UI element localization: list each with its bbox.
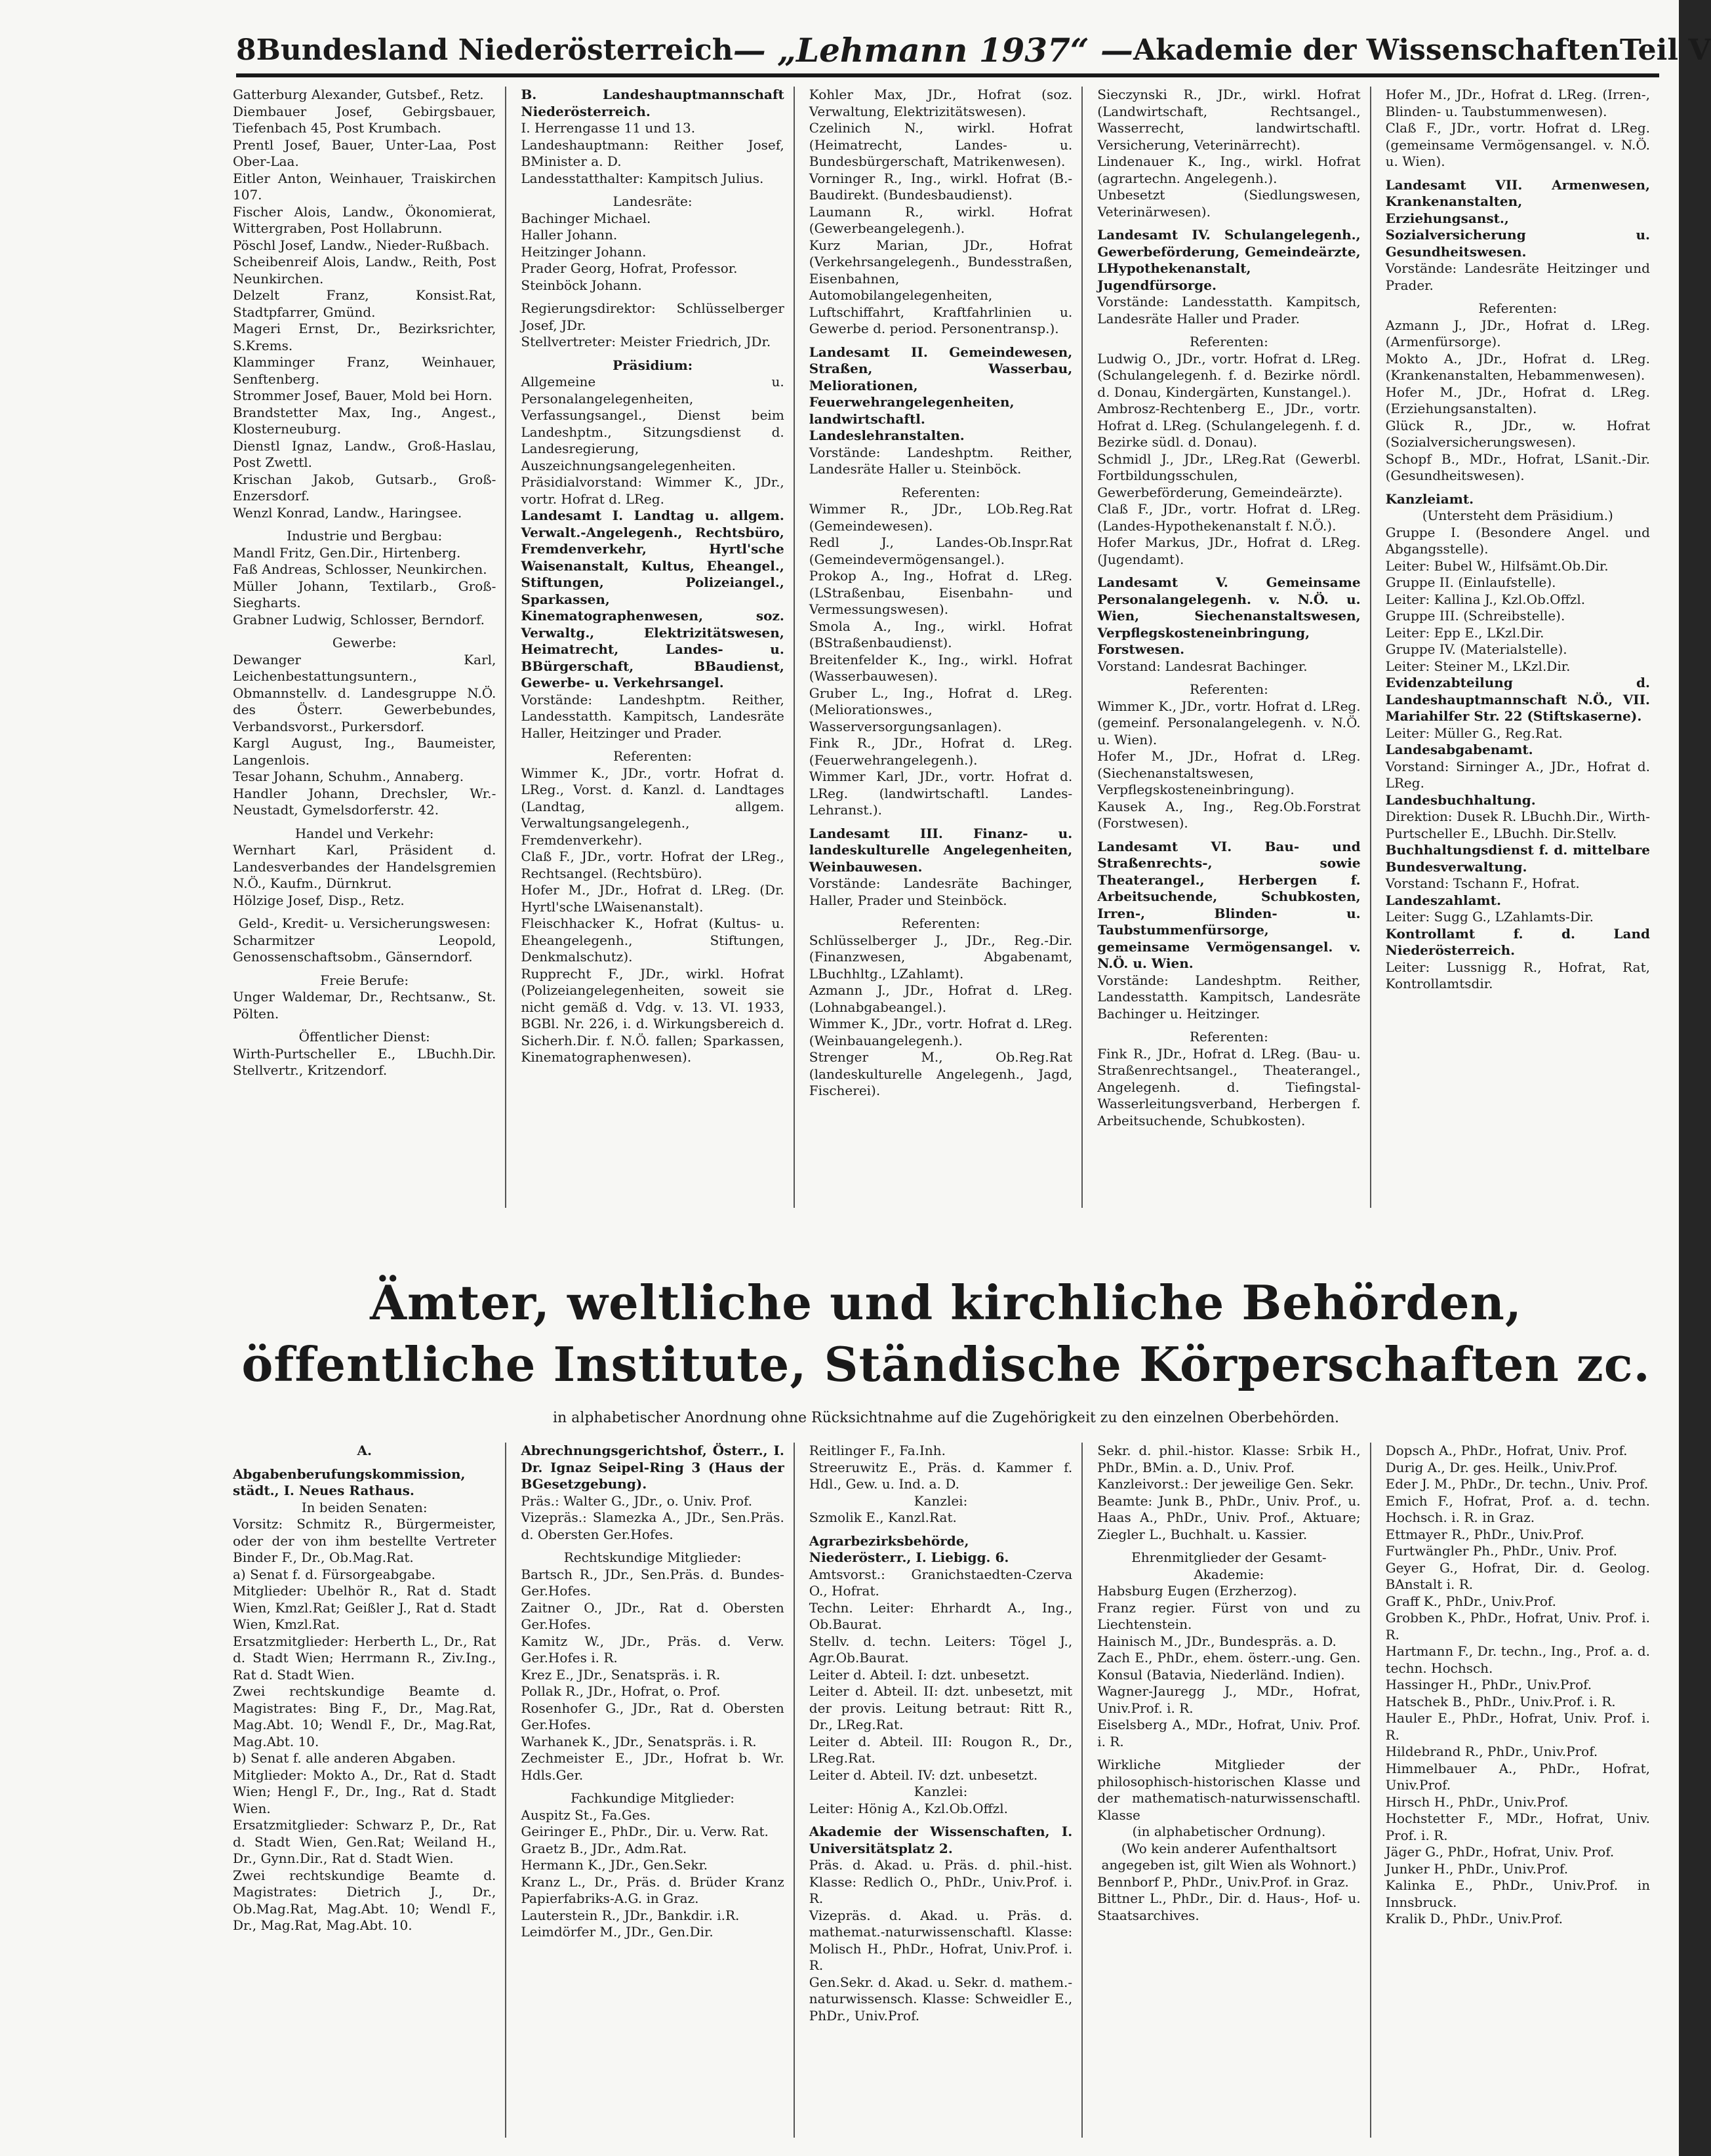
entry-line: Hofer M., JDr., Hofrat d. LReg. (Erziehungsanstalten). — [1385, 384, 1650, 416]
entry-line: Ettmayer R., PhDr., Univ.Prof. — [1385, 1526, 1584, 1542]
page-number: 8 — [236, 33, 256, 67]
entry-line: Referenten: — [1189, 334, 1268, 349]
spacer — [233, 966, 496, 972]
spacer — [1097, 675, 1360, 681]
entry-line: Ersatzmitglieder: Herberth L., Dr., Rat d. Stadt Wien; Herrmann R., Ziv.Ing., Rat d. Stadt Wien. — [233, 1633, 496, 1683]
entry-line: Leiter d. Abteil. III: Rougon R., Dr., LReg.Rat. — [809, 1733, 1073, 1766]
entry-line: Kanzleivorst.: Der jeweilige Gen. Sekr. — [1097, 1476, 1354, 1492]
entry-line: Mokto A., JDr., Hofrat d. LReg. (Krankenanstalten, Hebammenwesen). — [1385, 350, 1650, 383]
entry-line: Faß Andreas, Schlosser, Neunkirchen. — [233, 561, 487, 577]
entry-line: Vorstände: Landeshptm. Reither, Landesräte Haller u. Steinböck. — [809, 444, 1073, 477]
entry-line: Gruppe II. (Einlaufstelle). — [1385, 574, 1556, 590]
entry-line: Referenten: — [901, 484, 980, 500]
entry-line: Amtsvorst.: Granichstaedten-Czerva O., Hofrat. — [809, 1566, 1073, 1599]
entry-line: Fink R., JDr., Hofrat d. LReg. (Bau- u. Straßenrechtsangel., Theaterangel., Angelegenh. d. Tiefingstal-Wasserleitungsverband, Herbergen f. Arbeitsuchende, Schubkosten). — [1097, 1045, 1361, 1128]
entry-line: Bartsch R., JDr., Sen.Präs. d. Bundes-Ger.Hofes. — [521, 1566, 784, 1599]
entry-line: Graetz B., JDr., Adm.Rat. — [521, 1840, 687, 1856]
entry-line: Hauler E., PhDr., Hofrat, Univ. Prof. i. R. — [1385, 1710, 1650, 1743]
entry-line: Gruppe IV. (Materialstelle). — [1385, 641, 1567, 657]
entry-line: Präsidialvorstand: Wimmer K., JDr., vortr. Hofrat d. LReg. — [521, 474, 784, 507]
entry-line: Landeszahlamt. — [1385, 892, 1501, 908]
entry-line: Landesamt VI. Bau- und Straßenrechts-, sowie Theaterangel., Herbergen f. Arbeitsuchende, Schubkosten, Irren-, Blinden- u. Taubstummenfürsorge, gemeinsame Vermögensangel. v. N.Ö. u. Wien. — [1097, 838, 1361, 971]
entry-line: Klamminger Franz, Weinhauer, Senftenberg. — [233, 354, 496, 387]
entry-line: A. — [357, 1443, 372, 1458]
entry-line: Referenten: — [901, 915, 980, 931]
entry-line: (in alphabetischer Ordnung). — [1132, 1824, 1326, 1839]
header-section: Akademie der Wissenschaften — [1133, 33, 1620, 67]
entry-line: Landesamt VII. Armenwesen, Krankenanstalten, Erziehungsanst., Sozialversicherung u. Gesundheitswesen. — [1385, 176, 1650, 260]
entry-line: Kamitz W., JDr., Präs. d. Verw. Ger.Hofes i. R. — [521, 1633, 784, 1666]
entry-line: Sieczynski R., JDr., wirkl. Hofrat (Landwirtschaft, Rechtsangel., Wasserrecht, landwirtschaftl. Versicherung, Veterinärrecht). — [1097, 87, 1361, 153]
entry-line: Buchhaltungsdienst f. d. mittelbare Bundesverwaltung. — [1385, 842, 1650, 875]
entry-line: Szmolik E., Kanzl.Rat. — [809, 1509, 957, 1525]
entry-line: Hofer M., JDr., Hofrat d. LReg. (Siechenanstaltswesen, Verpflegskosteneinbringung). — [1097, 748, 1361, 797]
entry-line: Stellv. d. techn. Leiters: Tögel J., Agr.Ob.Baurat. — [809, 1633, 1073, 1666]
entry-line: Stellvertreter: Meister Friedrich, JDr. — [521, 334, 771, 349]
entry-line: Junker H., PhDr., Univ.Prof. — [1385, 1860, 1569, 1877]
entry-line: B. Landeshauptmannschaft Niederösterreich. — [521, 87, 784, 119]
entry-line: Hatschek B., PhDr., Univ.Prof. i. R. — [1385, 1693, 1616, 1709]
entry-line: Präs.: Walter G., JDr., o. Univ. Prof. — [521, 1492, 753, 1509]
entry-line: Zaitner O., JDr., Rat d. Obersten Ger.Hofes. — [521, 1599, 784, 1632]
entry-line: Graff K., PhDr., Univ.Prof. — [1385, 1593, 1556, 1609]
entry-line: Ehrenmitglieder der Gesamt-Akademie: — [1131, 1549, 1327, 1582]
upper-columns — [233, 87, 1659, 1208]
entry-line: Referenten: — [1478, 300, 1558, 316]
entry-line: Landesabgabenamt. — [1385, 742, 1533, 757]
entry-line: Rupprecht F., JDr., wirkl. Hofrat (Polizeiangelegenheiten, soweit sie nicht gemäß d. Vdg. v. 13. VI. 1933, BGBl. Nr. 226, i. d. Wirkungsbereich d. Sicherh.Dir. f. N.Ö. fallen; Sparkassen, Kinematographenwesen). — [521, 965, 784, 1065]
spacer — [1097, 327, 1360, 334]
entry-line: Schopf B., MDr., Hofrat, LSanit.-Dir. (Gesundheitswesen). — [1385, 450, 1650, 483]
entry-line: Geiringer E., PhDr., Dir. u. Verw. Rat. — [521, 1824, 769, 1839]
entry-line: Mitglieder: Mokto A., Dr., Rat d. Stadt Wien; Hengl F., Dr., Ing., Rat d. Stadt Wien. — [233, 1767, 496, 1816]
spacer — [1097, 1750, 1360, 1757]
entry-line: Gatterburg Alexander, Gutsbef., Retz. — [233, 87, 484, 102]
entry-line: b) Senat f. alle anderen Abgaben. — [233, 1750, 456, 1766]
spacer — [809, 478, 1072, 485]
entry-line: Landesstatthalter: Kampitsch Julius. — [521, 170, 764, 186]
entry-line: Wimmer K., JDr., vortr. Hofrat d. LReg. (Weinbauangelegenh.). — [809, 1016, 1073, 1048]
entry-line: Handler Johann, Drechsler, Wr.-Neustadt, Gymelsdorferstr. 42. — [233, 785, 496, 818]
entry-line: Strommer Josef, Bauer, Mold bei Horn. — [233, 388, 493, 403]
entry-line: Schmidl J., JDr., LReg.Rat (Gewerbl. Fortbildungsschulen, Gewerbeförderung, Gemeindeärzte). — [1097, 450, 1361, 500]
entry-line: Handel und Verkehr: — [294, 825, 434, 841]
entry-line: Fink R., JDr., Hofrat d. LReg. (Feuerwehrangelegenh.). — [809, 735, 1073, 768]
entry-line: Akademie der Wissenschaften, I. Universitätsplatz 2. — [809, 1824, 1073, 1856]
entry-line: Zechmeister E., JDr., Hofrat b. Wr. Hdls.Ger. — [521, 1750, 784, 1783]
entry-line: Kontrollamt f. d. Land Niederösterreich. — [1385, 925, 1650, 958]
entry-line: Abrechnungsgerichtshof, Österr., I. Dr. Ignaz Seipel-Ring 3 (Haus der BGesetzgebung). — [521, 1443, 784, 1492]
entry-line: Leiter: Hönig A., Kzl.Ob.Offzl. — [809, 1800, 1008, 1816]
lower-columns — [233, 1443, 1659, 2138]
entry-line: Himmelbauer A., PhDr., Hofrat, Univ.Prof. — [1385, 1760, 1650, 1793]
entry-line: Haller Johann. — [521, 227, 618, 243]
entry-line: (Untersteht dem Präsidium.) — [1422, 508, 1613, 523]
entry-line: I. Herrengasse 11 und 13. — [521, 120, 696, 136]
section-subtitle: in alphabetischer Anordnung ohne Rücksichtnahme auf die Zugehörigkeit zu den einzelnen Oberbehörden. — [552, 1410, 1340, 1426]
entry-line: Bennborf P., PhDr., Univ.Prof. in Graz. — [1097, 1873, 1349, 1890]
entry-line: Dewanger Karl, Leichenbestattungsuntern., Obmannstellv. d. Landesgruppe N.Ö. des Österr. Gewerbebundes, Verbandsvorst., Purkersdorf. — [233, 651, 496, 734]
entry-line: Heitzinger Johann. — [521, 243, 647, 260]
entry-line: Scheibenreif Alois, Landw., Reith, Post Neunkirchen. — [233, 254, 496, 287]
entry-line: Leiter: Müller G., Reg.Rat. — [1385, 725, 1563, 741]
entry-line: Wagner-Jauregg J., MDr., Hofrat, Univ.Prof. i. R. — [1097, 1683, 1361, 1716]
entry-line: Krez E., JDr., Senatspräs. i. R. — [521, 1666, 721, 1683]
entry-line: Wirth-Purtscheller E., LBuchh.Dir. Stellvertr., Kritzendorf. — [233, 1045, 496, 1078]
entry-line: Fischer Alois, Landw., Ökonomierat, Wittergraben, Post Hollabrunn. — [233, 203, 496, 236]
spacer — [809, 1527, 1072, 1533]
entry-line: Vorstände: Landeshptm. Reither, Landesstatth. Kampitsch, Landesräte Bachinger u. Heitzinger. — [1097, 972, 1361, 1022]
upper-column — [1097, 87, 1371, 1208]
spacer — [809, 819, 1072, 826]
entry-line: Strenger M., Ob.Reg.Rat (landeskulturelle Angelegenh., Jagd, Fischerei). — [809, 1049, 1073, 1098]
spacer — [1386, 294, 1650, 300]
spacer — [1097, 220, 1360, 227]
entry-line: Landesamt IV. Schulangelegenh., Gewerbeförderung, Gemeindeärzte, LHypothekenanstalt, Jugendfürsorge. — [1097, 227, 1361, 293]
entry-line: Wimmer Karl, JDr., vortr. Hofrat d. LReg. (landwirtschaftl. Landes-Lehranst.). — [809, 769, 1073, 818]
entry-line: Gruppe III. (Schreibstelle). — [1385, 608, 1565, 624]
entry-line: Hildebrand R., PhDr., Univ.Prof. — [1385, 1744, 1598, 1759]
header-part: Teil V — [1619, 33, 1711, 67]
entry-line: Hochstetter F., MDr., Hofrat, Univ. Prof. i. R. — [1385, 1810, 1650, 1843]
entry-line: Agrarbezirksbehörde, Niederösterr., I. Liebigg. 6. — [809, 1532, 1009, 1565]
entry-line: Wirkliche Mitglieder der philosophisch-historischen Klasse und der mathematisch-naturwissenschaftl. Klasse — [1097, 1757, 1361, 1823]
entry-line: Vorstände: Landesräte Heitzinger und Prader. — [1385, 260, 1650, 293]
lower-column — [521, 1443, 794, 2138]
entry-line: Hermann K., JDr., Gen.Sekr. — [521, 1857, 708, 1873]
entry-line: Leiter: Bubel W., Hilfsämt.Ob.Dir. — [1385, 557, 1609, 574]
entry-line: Leiter: Steiner M., LKzl.Dir. — [1385, 658, 1571, 674]
entry-line: Scharmitzer Leopold, Genossenschaftsobm., Gänserndorf. — [233, 932, 496, 965]
entry-line: Prentl Josef, Bauer, Unter-Laa, Post Ober-Laa. — [233, 136, 496, 169]
entry-line: Vorstände: Landesräte Bachinger, Haller, Prader und Steinböck. — [809, 875, 1073, 908]
entry-line: Wimmer K., JDr., vortr. Hofrat d. LReg. (gemeinf. Personalangelegenh. v. N.Ö. u. Wien). — [1097, 698, 1361, 748]
entry-line: In beiden Senaten: — [301, 1499, 428, 1515]
entry-line: Warhanek K., JDr., Senatspräs. i. R. — [521, 1733, 757, 1749]
spacer — [809, 338, 1072, 344]
entry-line: Smola A., Ing., wirkl. Hofrat (BStraßenbaudienst). — [809, 618, 1073, 650]
entry-line: Geld-, Kredit- u. Versicherungswesen: — [238, 915, 491, 931]
entry-line: Öffentlicher Dienst: — [298, 1029, 430, 1045]
entry-line: Kanzlei: — [914, 1784, 968, 1799]
entry-line: Claß F., JDr., vortr. Hofrat der LReg., Rechtsangel. (Rechtsbüro). — [521, 848, 784, 881]
entry-line: Streeruwitz E., Präs. d. Kammer f. Hdl., Gew. u. Ind. a. D. — [809, 1459, 1073, 1492]
header-region: Bundesland Niederösterreich — [256, 33, 733, 67]
entry-line: Kranz L., Dr., Präs. d. Brüder Kranz Papierfabriks-A.G. in Graz. — [521, 1873, 784, 1906]
spacer — [233, 909, 496, 915]
entry-line: Hartmann F., Dr. techn., Ing., Prof. a. d. techn. Hochsch. — [1385, 1643, 1650, 1676]
entry-line: Industrie und Bergbau: — [287, 528, 443, 544]
entry-line: Kalinka E., PhDr., Univ.Prof. in Innsbruck. — [1385, 1877, 1650, 1910]
spacer — [521, 187, 784, 193]
entry-line: Allgemeine u. Personalangelegenheiten, Verfassungsangel., Dienst beim Landeshptm., Sitzungsdienst d. Landesregierung, Auszeichnungsangelegenheiten. — [521, 374, 784, 473]
entry-line: Hölzige Josef, Disp., Retz. — [233, 892, 405, 908]
entry-line: Ludwig O., JDr., vortr. Hofrat d. LReg. (Schulangelegenh. f. d. Bezirke nördl. d. Donau, Kindergärten, Kunstangel.). — [1097, 350, 1361, 400]
entry-line: Diembauer Josef, Gebirgsbauer, Tiefenbach 45, Post Krumbach. — [233, 103, 496, 136]
entry-line: Ersatzmitglieder: Schwarz P., Dr., Rat d. Stadt Wien, Gen.Rat; Weiland H., Dr., Gynn.Dir., Rat d. Stadt Wien. — [233, 1817, 496, 1866]
entry-line: Prader Georg, Hofrat, Professor. — [521, 260, 738, 276]
entry-line: a) Senat f. d. Fürsorgeabgabe. — [233, 1566, 436, 1582]
spacer — [521, 294, 784, 300]
entry-line: Landesamt III. Finanz- u. landeskulturelle Angelegenheiten, Weinbauwesen. — [809, 825, 1073, 875]
entry-line: Mitglieder: Ubelhör R., Rat d. Stadt Wien, Kmzl.Rat; Geißler J., Rat d. Stadt Wien, Kmzl.Rat. — [233, 1583, 496, 1632]
entry-line: Tesar Johann, Schuhm., Annaberg. — [233, 769, 464, 784]
entry-line: Landesbuchhaltung. — [1385, 791, 1536, 808]
entry-line: Hofer M., JDr., Hofrat d. LReg. (Irren-, Blinden- u. Taubstummenwesen). — [1385, 87, 1650, 119]
spacer — [1097, 1543, 1360, 1549]
entry-line: Leiter: Sugg G., LZahlamts-Dir. — [1385, 909, 1594, 925]
entry-line: Leiter: Lussnigg R., Hofrat, Rat, Kontrollamtsdir. — [1385, 959, 1650, 991]
entry-line: Schlüsselberger J., JDr., Reg.-Dir. (Finanzwesen, Abgabenamt, LBuchhltg., LZahlamt). — [809, 932, 1073, 982]
entry-line: Czelinich N., wirkl. Hofrat (Heimatrecht, Landes- u. Bundesbürgerschaft, Matrikenwesen). — [809, 120, 1073, 169]
entry-line: Durig A., Dr. ges. Heilk., Univ.Prof. — [1385, 1459, 1618, 1475]
entry-line: Grabner Ludwig, Schlosser, Berndorf. — [233, 611, 485, 628]
entry-line: Gruppe I. (Besondere Angel. und Abgangsstelle). — [1385, 524, 1650, 557]
entry-line: Freie Berufe: — [320, 972, 409, 988]
spacer — [1386, 485, 1650, 491]
entry-line: Evidenzabteilung d. Landeshauptmannschaft N.Ö., VII. Mariahilfer Str. 22 (Stiftskaserne). — [1385, 675, 1650, 724]
entry-line: Hofer Markus, JDr., Hofrat d. LReg. (Jugendamt). — [1097, 534, 1361, 567]
entry-line: Franz regier. Fürst von und zu Liechtenstein. — [1097, 1599, 1361, 1632]
entry-line: Eiselsberg A., MDr., Hofrat, Univ. Prof. i. R. — [1097, 1717, 1361, 1749]
entry-line: Vorsitz: Schmitz R., Bürgermeister, oder der von ihm bestellte Vertreter Binder F., Dr., Ob.Mag.Rat. — [233, 1516, 496, 1565]
entry-line: Lindenauer K., Ing., wirkl. Hofrat (agrartechn. Angelegenh.). — [1097, 153, 1361, 186]
spacer — [233, 1022, 496, 1029]
entry-line: Regierungsdirektor: Schlüsselberger Josef, JDr. — [521, 300, 784, 333]
entry-line: Leiter d. Abteil. I: dzt. unbesetzt. — [809, 1666, 1030, 1683]
entry-line: Leiter: Kallina J., Kzl.Ob.Offzl. — [1385, 591, 1586, 607]
entry-line: Präsidium: — [613, 357, 693, 373]
spacer — [1097, 568, 1360, 574]
entry-line: Leimdörfer M., JDr., Gen.Dir. — [521, 1924, 714, 1940]
entry-line: Fleischhacker K., Hofrat (Kultus- u. Eheangelegenh., Stiftungen, Denkmalschutz). — [521, 915, 784, 965]
entry-line: Hassinger H., PhDr., Univ.Prof. — [1385, 1677, 1592, 1692]
header-publication: — „Lehmann 1937“ — — [733, 30, 1134, 70]
entry-line: Emich F., Hofrat, Prof. a. d. techn. Hochsch. i. R. in Graz. — [1385, 1492, 1650, 1525]
entry-line: (Wo kein anderer Aufenthaltsort angegeben ist, gilt Wien als Wohnort.) — [1101, 1840, 1357, 1873]
spacer — [233, 521, 496, 528]
entry-line: Grobben K., PhDr., Hofrat, Univ. Prof. i. R. — [1385, 1610, 1650, 1643]
entry-line: Landesamt I. Landtag u. allgem. Verwalt.-Angelegenh., Rechtsbüro, Fremdenverkehr, Hyrtl'sche Waisenanstalt, Kultus, Eheangel., Stiftungen, Polizeiangel., Sparkassen, Kinematographenwesen, soz. Verwaltg., Elektrizitätswesen, Heimatrecht, Landes- u. BBürgerschaft, BBaudienst, Gewerbe- u. Verkehrsangel. — [521, 508, 784, 690]
entry-line: Leiter d. Abteil. II: dzt. unbesetzt, mit der provis. Leitung betraut: Ritt R., Dr., LReg.Rat. — [809, 1683, 1073, 1732]
entry-line: Azmann J., JDr., Hofrat d. LReg. (Armenfürsorge). — [1385, 317, 1650, 349]
entry-line: Steinböck Johann. — [521, 277, 642, 293]
spacer — [809, 1817, 1072, 1824]
entry-line: Bachinger Michael. — [521, 210, 651, 226]
entry-line: Kargl August, Ing., Baumeister, Langenlois. — [233, 735, 496, 768]
entry-line: Referenten: — [613, 748, 693, 764]
entry-line: Auspitz St., Fa.Ges. — [521, 1807, 651, 1823]
entry-line: Eitler Anton, Weinhauer, Traiskirchen 107. — [233, 170, 496, 203]
entry-line: Präs. d. Akad. u. Präs. d. phil.-hist. Klasse: Redlich O., PhDr., Univ.Prof. i. R. — [809, 1857, 1073, 1906]
entry-line: Referenten: — [1189, 1029, 1268, 1045]
entry-line: Lauterstein R., JDr., Bankdir. i.R. — [521, 1907, 740, 1923]
entry-line: Geyer G., Hofrat, Dir. d. Geolog. BAnstalt i. R. — [1385, 1559, 1650, 1592]
entry-line: Azmann J., JDr., Hofrat d. LReg. (Lohnabgabeangel.). — [809, 982, 1073, 1015]
entry-line: Gewerbe: — [332, 635, 397, 650]
spacer — [521, 1784, 784, 1790]
entry-line: Rechtskundige Mitglieder: — [563, 1549, 742, 1565]
entry-line: Mandl Fritz, Gen.Dir., Hirtenberg. — [233, 544, 461, 561]
entry-line: Brandstetter Max, Ing., Angest., Klosterneuburg. — [233, 404, 496, 437]
entry-line: Vorstand: Landesrat Bachinger. — [1097, 658, 1308, 674]
entry-line: Kanzleiamt. — [1385, 490, 1474, 507]
entry-line: Gen.Sekr. d. Akad. u. Sekr. d. mathem.-naturwissensch. Klasse: Schweidler E., PhDr., Univ.Prof. — [809, 1974, 1073, 2024]
entry-line: Redl J., Landes-Ob.Inspr.Rat (Gemeindevermögensangel.). — [809, 534, 1073, 567]
spacer — [809, 909, 1072, 915]
entry-line: Laumann R., wirkl. Hofrat (Gewerbeangelegenh.). — [809, 203, 1073, 236]
entry-line: Wernhart Karl, Präsident d. Landesverbandes der Handelsgremien N.Ö., Kaufm., Dürnkrut. — [233, 842, 496, 891]
upper-column — [521, 87, 794, 1208]
entry-line: Claß F., JDr., vortr. Hofrat d. LReg. (gemeinsame Vermögensangel. v. N.Ö. u. Wien). — [1385, 120, 1650, 169]
entry-line: Zach E., PhDr., ehem. österr.-ung. Gen. Konsul (Batavia, Niederländ. Indien). — [1097, 1650, 1361, 1683]
entry-line: Prokop A., Ing., Hofrat d. LReg. (LStraßenbau, Eisenbahn- und Vermessungswesen). — [809, 568, 1073, 617]
entry-line: Landesräte: — [613, 193, 693, 209]
entry-line: Leiter d. Abteil. IV: dzt. unbesetzt. — [809, 1767, 1038, 1783]
spacer — [233, 628, 496, 635]
entry-line: Rosenhofer G., JDr., Rat d. Obersten Ger.Hofes. — [521, 1700, 784, 1732]
entry-line: Hofer M., JDr., Hofrat d. LReg. (Dr. Hyrtl'sche LWaisenanstalt). — [521, 882, 784, 915]
entry-line: Beamte: Junk B., PhDr., Univ. Prof., u. Haas A., PhDr., Univ. Prof., Aktuare; Ziegler L., Buchhalt. u. Kassier. — [1097, 1492, 1361, 1542]
entry-line: Gruber L., Ing., Hofrat d. LReg. (Meliorationswes., Wasserversorgungsanlagen). — [809, 685, 1073, 734]
entry-line: Müller Johann, Textilarb., Groß-Siegharts. — [233, 578, 496, 610]
entry-line: Sekr. d. phil.-histor. Klasse: Srbik H., PhDr., BMin. a. D., Univ. Prof. — [1097, 1443, 1361, 1475]
entry-line: Claß F., JDr., vortr. Hofrat d. LReg. (Landes-Hypothekenanstalt f. N.Ö.). — [1097, 501, 1361, 534]
entry-line: Ambrosz-Rechtenberg E., JDr., vortr. Hofrat d. LReg. (Schulangelegenh. f. d. Bezirke südl. d. Donau). — [1097, 401, 1361, 450]
entry-line: Dienstl Ignaz, Landw., Groß-Haslau, Post Zwettl. — [233, 437, 496, 470]
upper-column — [809, 87, 1083, 1208]
entry-line: Pöschl Josef, Landw., Nieder-Rußbach. — [233, 237, 490, 253]
spacer — [1386, 170, 1650, 177]
entry-line: Kralik D., PhDr., Univ.Prof. — [1385, 1911, 1563, 1926]
entry-line: Hirsch H., PhDr., Univ.Prof. — [1385, 1793, 1569, 1810]
entry-line: Hainisch M., JDr., Bundespräs. a. D. — [1097, 1633, 1337, 1649]
entry-line: Wenzl Konrad, Landw., Haringsee. — [233, 504, 462, 521]
entry-line: Eder J. M., PhDr., Dr. techn., Univ. Prof. — [1385, 1476, 1649, 1492]
entry-line: Vorninger R., Ing., wirkl. Hofrat (B.-Baudirekt. (Bundesbaudienst). — [809, 170, 1073, 203]
spacer — [233, 819, 496, 826]
spacer — [521, 351, 784, 357]
entry-line: Landeshauptmann: Reither Josef, BMinister a. D. — [521, 136, 784, 169]
entry-line: Breitenfelder K., Ing., wirkl. Hofrat (Wasserbauwesen). — [809, 651, 1073, 684]
entry-line: Bittner L., PhDr., Dir. d. Haus-, Hof- u. Staatsarchives. — [1097, 1890, 1361, 1923]
entry-line: Kanzlei: — [914, 1492, 968, 1509]
entry-line: Habsburg Eugen (Erzherzog). — [1097, 1583, 1297, 1599]
entry-line: Techn. Leiter: Ehrhardt A., Ing., Ob.Baurat. — [809, 1599, 1073, 1632]
entry-line: Unger Waldemar, Dr., Rechtsanw., St. Pölten. — [233, 989, 496, 1022]
entry-line: Dopsch A., PhDr., Hofrat, Univ. Prof. — [1385, 1443, 1628, 1458]
entry-line: Delzelt Franz, Konsist.Rat, Stadtpfarrer, Gmünd. — [233, 287, 496, 320]
spacer — [1097, 832, 1360, 839]
entry-line: Pollak R., JDr., Hofrat, o. Prof. — [521, 1683, 721, 1699]
entry-line: Abgabenberufungskommission, städt., I. Neues Rathaus. — [233, 1466, 466, 1498]
entry-line: Wimmer K., JDr., vortr. Hofrat d. LReg., Vorst. d. Kanzl. d. Landtages (Landtag, allgem. Verwaltungsangelegenh., Fremdenverkehr). — [521, 765, 784, 848]
entry-line: Jäger G., PhDr., Hofrat, Univ. Prof. — [1385, 1844, 1615, 1860]
entry-line: Vizepräs.: Slamezka A., JDr., Sen.Präs. d. Obersten Ger.Hofes. — [521, 1509, 784, 1542]
entry-line: Furtwängler Ph., PhDr., Univ. Prof. — [1385, 1543, 1617, 1559]
entry-line: Wimmer R., JDr., LOb.Reg.Rat (Gemeindewesen). — [809, 501, 1073, 534]
entry-line: Vorstand: Sirninger A., JDr., Hofrat d. LReg. — [1385, 758, 1650, 791]
entry-line: Reitlinger F., Fa.Inh. — [809, 1443, 946, 1458]
entry-line: Landesamt II. Gemeindewesen, Straßen, Wasserbau, Meliorationen, Feuerwehrangelegenheiten, landwirtschaftl. Landeslehranstalten. — [809, 344, 1073, 443]
lower-column — [809, 1443, 1083, 2138]
entry-line: Kurz Marian, JDr., Hofrat (Verkehrsangelegenh., Bundesstraßen, Eisenbahnen, Automobilangelegenheiten, Luftschiffahrt, Kraftfahrlinien u. Gewerbe d. period. Personentransp.). — [809, 237, 1073, 336]
entry-line: Kausek A., Ing., Reg.Ob.Forstrat (Forstwesen). — [1097, 798, 1361, 831]
entry-line: Fachkundige Mitglieder: — [571, 1790, 735, 1806]
entry-line: Kohler Max, JDr., Hofrat (soz. Verwaltung, Elektrizitätswesen). — [809, 87, 1073, 119]
spacer — [1097, 1022, 1360, 1029]
entry-line: Vorstände: Landesstatth. Kampitsch, Landesräte Haller und Prader. — [1097, 294, 1361, 327]
entry-line: Leiter: Epp E., LKzl.Dir. — [1385, 624, 1544, 641]
upper-column — [233, 87, 506, 1208]
lower-column — [1386, 1443, 1659, 2138]
spacer — [521, 742, 784, 748]
entry-line: Zwei rechtskundige Beamte d. Magistrates: Bing F., Dr., Mag.Rat, Mag.Abt. 10; Wendl F., Dr., Mag.Rat, Mag.Abt. 10. — [233, 1683, 496, 1749]
entry-line: Referenten: — [1189, 681, 1268, 697]
entry-line: Vorstand: Tschann F., Hofrat. — [1385, 875, 1580, 891]
upper-column — [1386, 87, 1659, 1208]
page-header — [236, 26, 1711, 77]
entry-line: Glück R., JDr., w. Hofrat (Sozialversicherungswesen). — [1385, 417, 1650, 450]
lower-column — [1097, 1443, 1371, 2138]
lower-column — [233, 1443, 506, 2138]
entry-line: Mageri Ernst, Dr., Bezirksrichter, S.Krems. — [233, 321, 496, 353]
spacer — [521, 1543, 784, 1549]
entry-line: Vizepräs. d. Akad. u. Präs. d. mathemat.-naturwissenschaftl. Klasse: Molisch H., PhDr., Hofrat, Univ.Prof. i. R. — [809, 1907, 1073, 1973]
entry-line: Landesamt V. Gemeinsame Personalangelegenh. v. N.Ö. u. Wien, Siechenanstaltswesen, Verpflegskosteneinbringung, Forstwesen. — [1097, 574, 1361, 657]
entry-line: Unbesetzt (Siedlungswesen, Veterinärwesen). — [1097, 187, 1361, 220]
entry-line: Krischan Jakob, Gutsarb., Groß-Enzersdorf. — [233, 471, 496, 504]
spacer — [233, 1460, 496, 1466]
section-title: Ämter, weltliche und kirchliche Behörden, öffentliche Institute, Ständische Körperschaften zc. — [241, 1275, 1651, 1392]
entry-line: Zwei rechtskundige Beamte d. Magistrates: Dietrich J., Dr., Ob.Mag.Rat, Mag.Abt. 10; Wendl F., Dr., Mag.Rat, Mag.Abt. 10. — [233, 1867, 496, 1933]
entry-line: Direktion: Dusek R. LBuchh.Dir., Wirth-Purtscheller E., LBuchh. Dir.Stellv. — [1385, 808, 1650, 841]
entry-line: Vorstände: Landeshptm. Reither, Landesstatth. Kampitsch, Landesräte Haller, Heitzinger und Prader. — [521, 691, 784, 741]
